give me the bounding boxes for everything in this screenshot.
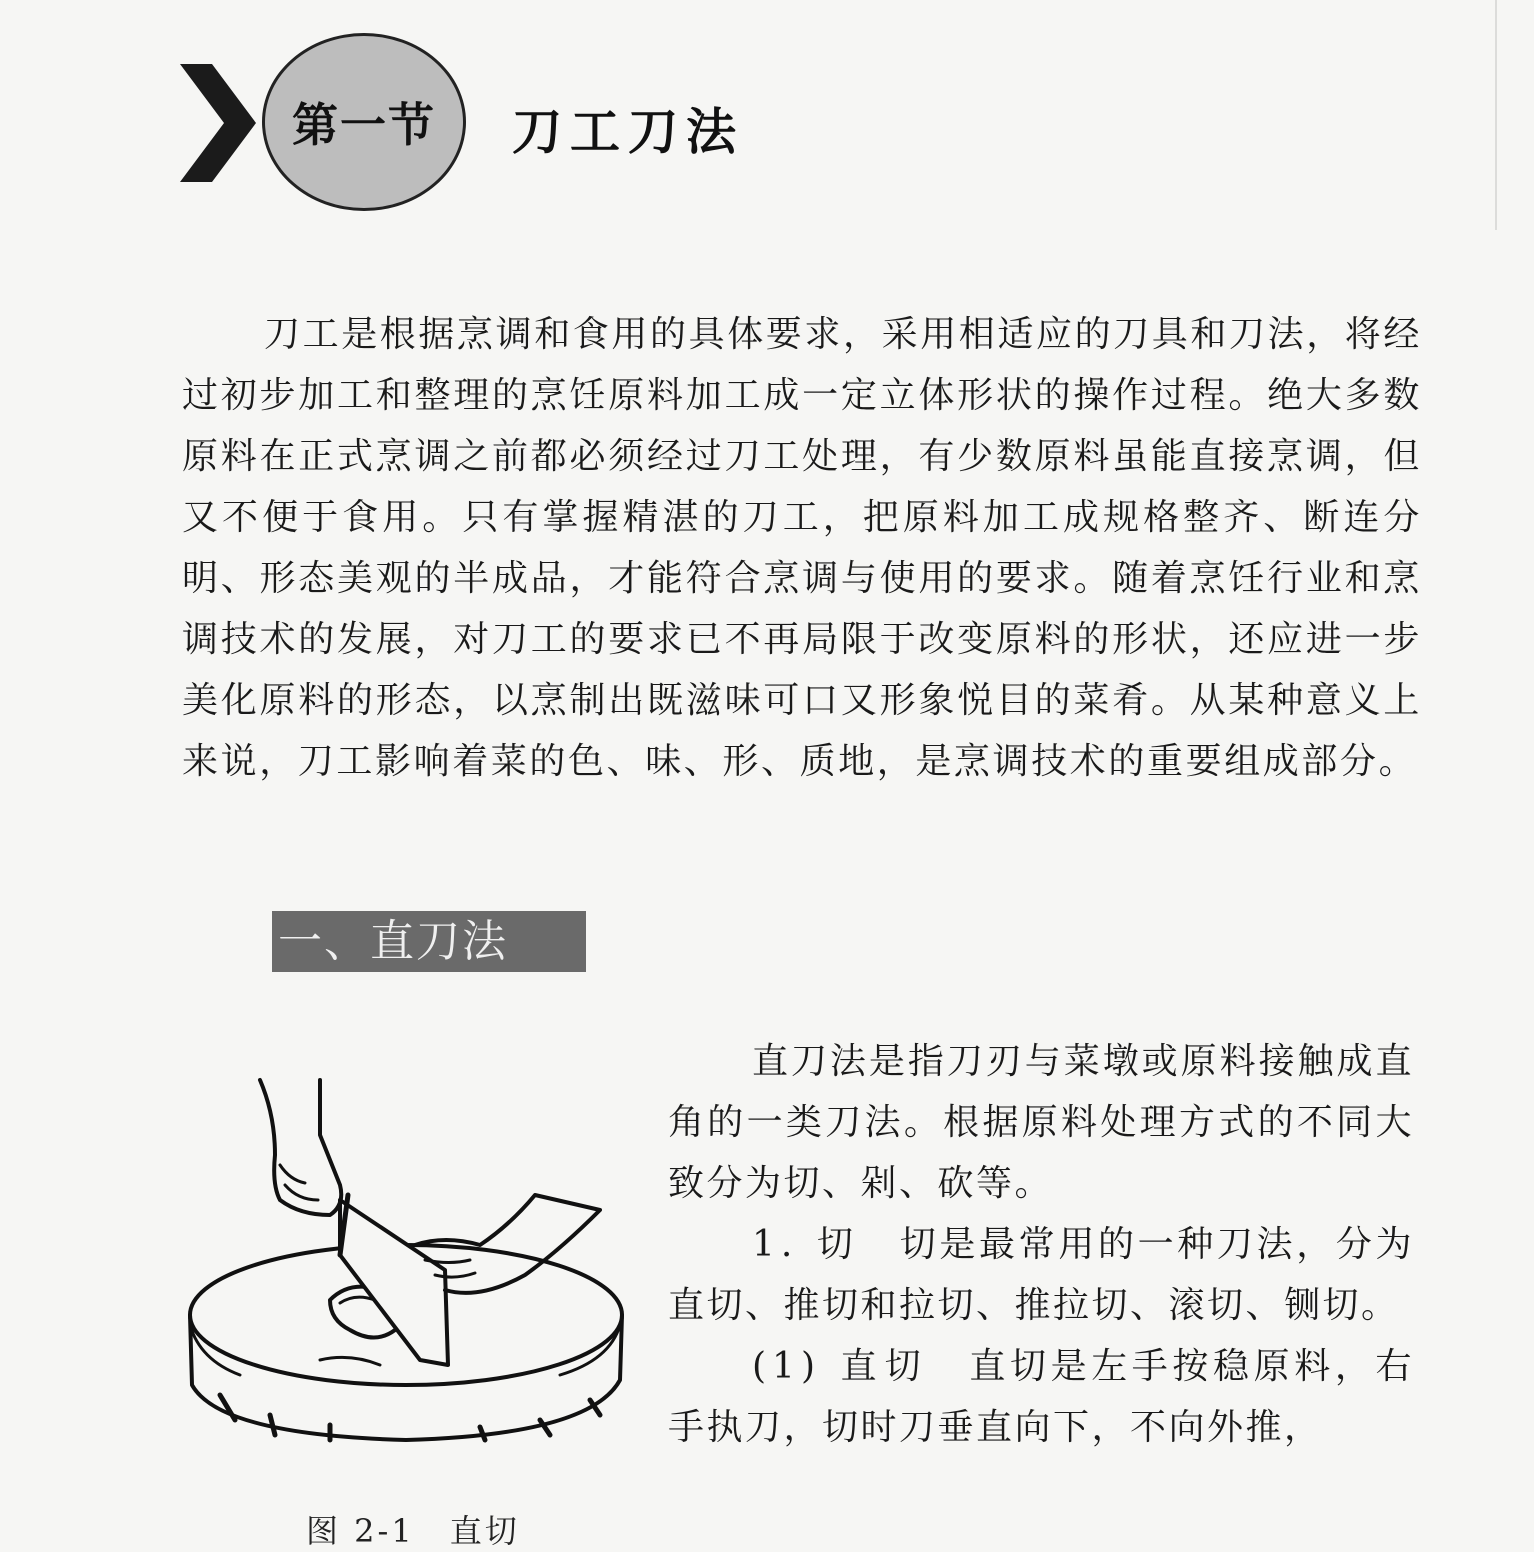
subsection-body: [668, 1031, 1414, 1458]
section-badge: [262, 33, 466, 211]
intro-paragraph: 刀工是根据烹调和食用的具体要求，采用相适应的刀具和刀法，将经过初步加工和整理的烹饪原料加工成一定立体形状的操作过程。绝大多数原料在正式烹调之前都必须经过刀工处理，有少数原料虽能直接烹调，但又不便于食用。只有掌握精湛的刀工，把原料加工成规格整齐、断连分明、形态美观的半成品，才能符合烹调与使用的要求。随着烹饪行业和烹调技术的发展，对刀工的要求已不再局限于改变原料的形状，还应进一步美化原料的形态，以烹制出既滋味可口又形象悦目的菜肴。从某种意义上来说，刀工影响着菜的色、味、形、质地，是烹调技术的重要组成部分。: [182, 314, 1423, 782]
item-text: 切是最常用的一种刀法，分为直切、推切和拉切、推拉切、滚切、铡切。: [668, 1224, 1414, 1326]
figure-caption: 图 2-1 直切: [306, 1512, 520, 1550]
item-text: 直切是左手按稳原料，右手执刀，切时刀垂直向下，不向外推，: [668, 1346, 1414, 1448]
section-badge-label: 第一节: [292, 98, 436, 152]
paragraph: [668, 1214, 1414, 1336]
straight-cut-illustration: [180, 1075, 640, 1455]
paragraph: [668, 1336, 1414, 1458]
paragraph: 直刀法是指刀刃与菜墩或原料接触成直角的一类刀法。根据原料处理方式的不同大致分为切、剁、砍等。: [668, 1041, 1414, 1204]
page-edge: [1495, 0, 1497, 230]
subsection-heading: 一、直刀法: [272, 911, 586, 972]
item-label: 1. 切: [752, 1224, 861, 1265]
section-title: 刀工刀法: [512, 102, 744, 161]
chevron-icon: [178, 62, 258, 184]
item-label: (1) 直切: [752, 1346, 929, 1387]
